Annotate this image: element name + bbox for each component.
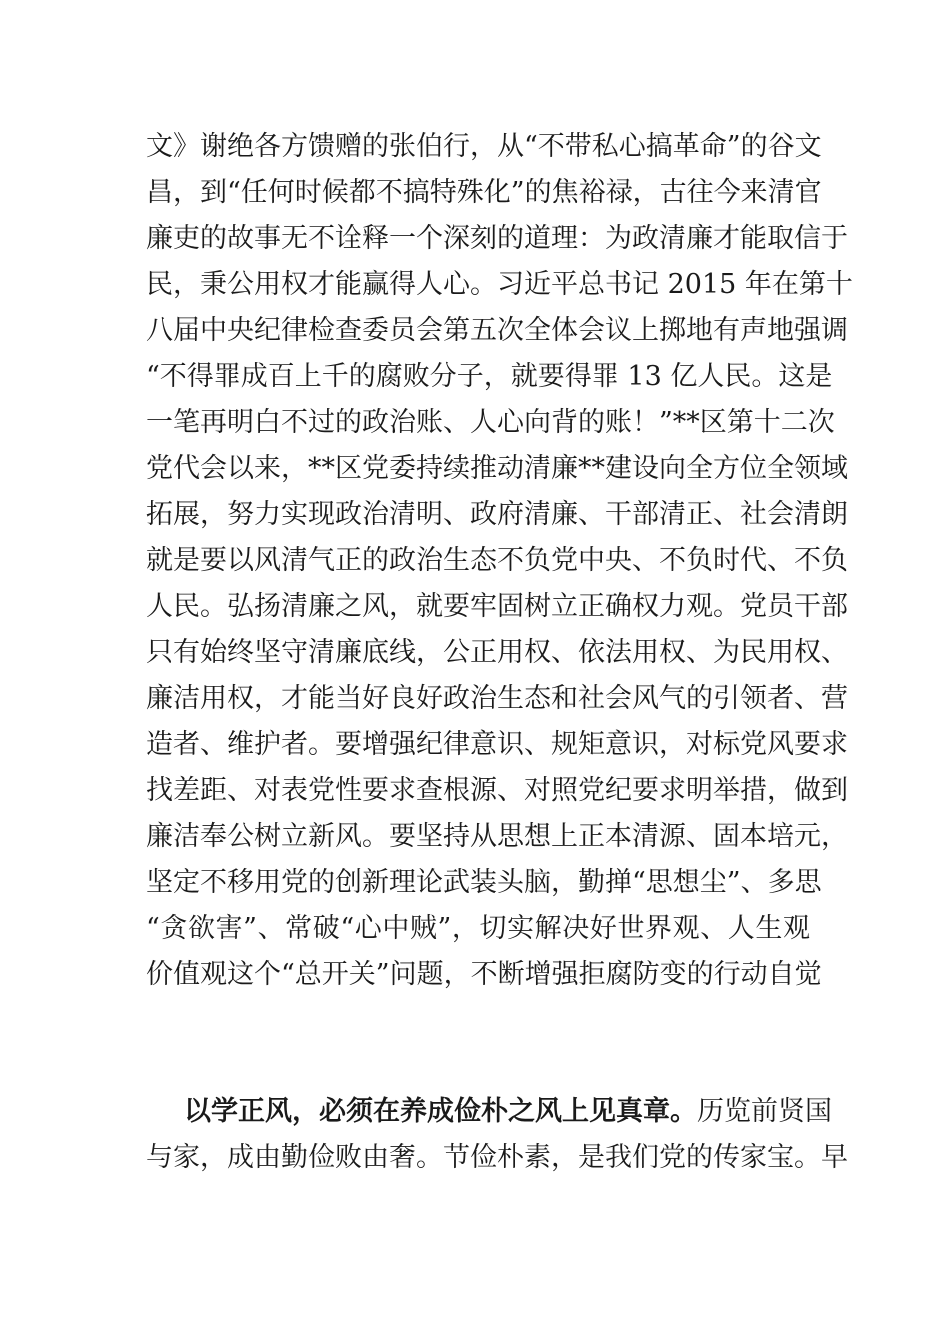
text-line: 造者、维护者。要增强纪律意识、规矩意识，对标党风要求 bbox=[146, 729, 848, 760]
text-line: 只有始终坚守清廉底线，公正用权、依法用权、为民用权、 bbox=[146, 637, 848, 668]
paragraph-2 bbox=[146, 1089, 848, 1181]
text-line: 找差距、对表党性要求查根源、对照党纪要求明举措，做到 bbox=[146, 775, 848, 806]
text-line: 与家，成由勤俭败由奢。节俭朴素，是我们党的传家宝。早 bbox=[146, 1142, 848, 1173]
text-line: 廉吏的故事无不诠释一个深刻的道理：为政清廉才能取信于 bbox=[146, 223, 848, 254]
text-line: “贪欲害”、常破“心中贼”，切实解决好世界观、人生观 bbox=[146, 913, 810, 944]
text-line: 拓展，努力实现政治清明、政府清廉、干部清正、社会清朗 bbox=[146, 499, 848, 530]
text-line: 民，秉公用权才能赢得人心。习近平总书记 2015 年在第十 bbox=[146, 269, 853, 300]
text-line: 一笔再明白不过的政治账、人心向背的账！”**区第十二次 bbox=[146, 407, 835, 438]
text-line: 人民。弘扬清廉之风，就要牢固树立正确权力观。党员干部 bbox=[146, 591, 848, 622]
text-line: 昌，到“任何时候都不搞特殊化”的焦裕禄，古往今来清官 bbox=[146, 177, 822, 208]
text-line: 廉洁用权，才能当好良好政治生态和社会风气的引领者、营 bbox=[146, 683, 848, 714]
text-line: 文》谢绝各方馈赠的张伯行，从“不带私心搞革命”的谷文 bbox=[146, 131, 822, 162]
text-run: 历览前贤国 bbox=[697, 1096, 832, 1127]
text-line: 廉洁奉公树立新风。要坚持从思想上正本清源、固本培元， bbox=[146, 821, 848, 852]
text-line: 党代会以来，**区党委持续推动清廉**建设向全方位全领域 bbox=[146, 453, 848, 484]
paragraph-1 bbox=[146, 124, 853, 998]
text-line: 八届中央纪律检查委员会第五次全体会议上掷地有声地强调 bbox=[146, 315, 848, 346]
text-line: 坚定不移用党的创新理论武装头脑，勤掸“思想尘”、多思 bbox=[146, 867, 822, 898]
text-line: “不得罪成百上千的腐败分子，就要得罪 13 亿人民。这是 bbox=[146, 361, 833, 392]
text-line: 价值观这个“总开关”问题，不断增强拒腐防变的行动自觉 bbox=[146, 959, 822, 990]
text-line bbox=[146, 1089, 832, 1135]
text-line: 就是要以风清气正的政治生态不负党中央、不负时代、不负 bbox=[146, 545, 848, 576]
bold-lead-sentence: 以学正风，必须在养成俭朴之风上见真章。 bbox=[184, 1096, 697, 1127]
